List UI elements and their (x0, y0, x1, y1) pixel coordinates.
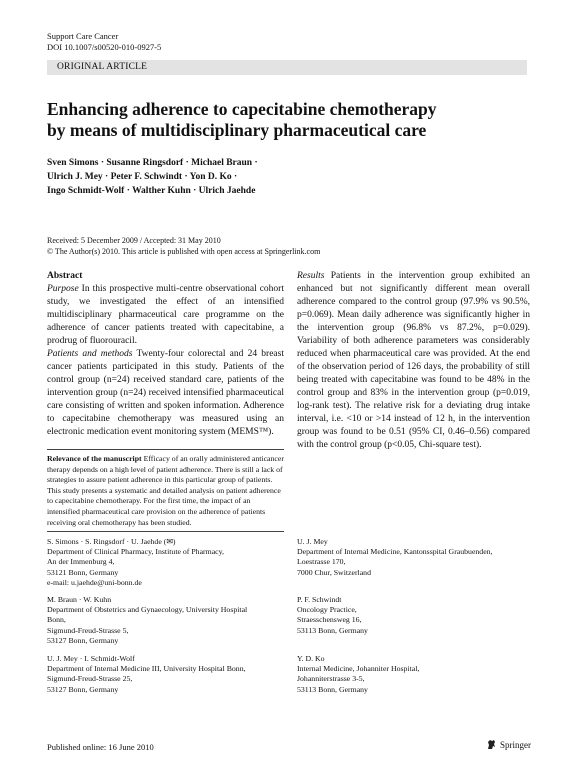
affiliation-line: Johanniterstrasse 3-5, (297, 674, 365, 684)
relevance-label: Relevance of the manuscript (47, 454, 142, 463)
relevance-text: Efficacy of an orally administered anticancer therapy depends on a high level of patient adherence. There is still a lack of strategies to assure patient adherence in this particular group of patients. This study presents a systematic and detailed analysis on patient adherence to capecitabine chemotherapy. For the first time, the impact of an intensified pharmaceutical care provision on the adherence of patients receiving oral chemotherapy has been studied. (47, 454, 284, 527)
methods-text: Twenty-four colorectal and 24 breast cancer patients participated in this study. Patients of the control group (n=24) received standard care, patients of the intervention group (n=24) received intensified pharmaceutical care consisting of written and spoken information. Adherence to capecitabine chemotherapy was measured using an electronic medication event monitoring system (MEMS™). (47, 349, 284, 437)
results-text: Patients in the intervention group exhibited an enhanced but not significantly different mean overall adherence compared to the control group (97.9% vs 90.5%, p=0.069). Mean daily adherence was significantly higher in the intervention group (96.8% vs 87.2%, p=0.029). Variability of both adherence parameters was considerably reduced when pharmaceutical care was provided. At the end of the observation period of 126 days, the probability of still being treated with capecitabine was found to be 48% in the control group and 83% in the intervention group (p=0.019, log-rank test). The relative risk for a deviating drug intake interval, i.e. <10 or >14 instead of 12 h, in the intervention group was found to be 0.51 (95% CI, 0.46–0.56) compared with the control group (p<0.05, Chi-square test). (297, 271, 530, 450)
affiliation-line: Department of Internal Medicine, Kantonsspital Graubuenden, (297, 547, 493, 557)
abstract-right-column (297, 270, 530, 452)
author-list (47, 156, 527, 198)
relevance-bottom-rule (47, 531, 284, 532)
methods-label: Patients and methods (47, 349, 133, 359)
purpose-text: In this prospective multi-centre observational cohort study, we investigated the effect of an intensified multidisciplinary pharmaceutical care programme on the adherence of cancer patients treated with capecitabine, a prodrug of fluorouracil. (47, 284, 284, 346)
affiliation-line: 7000 Chur, Switzerland (297, 567, 371, 577)
publisher-logo (486, 739, 531, 750)
results-label: Results (297, 271, 325, 281)
publisher-name: Springer (500, 739, 531, 750)
affiliation-line: Internal Medicine, Johanniter Hospital, (297, 664, 420, 674)
author-line: Ulrich J. Mey · Peter F. Schwindt · Yon D. Ko · (47, 172, 238, 182)
journal-name: Support Care Cancer (47, 31, 119, 41)
affiliation-line: Sigmund-Freud-Strasse 5, (47, 625, 129, 635)
affiliation (47, 537, 287, 588)
affiliation-line: An der Immenburg 4, (47, 557, 115, 567)
affiliation-line: 53121 Bonn, Germany (47, 567, 119, 577)
affiliation-line: 53113 Bonn, Germany (297, 625, 368, 635)
title-line-1: Enhancing adherence to capecitabine chemotherapy (47, 99, 437, 119)
abstract-heading: Abstract (47, 271, 83, 281)
affiliation-line: Department of Clinical Pharmacy, Institute of Pharmacy, (47, 547, 224, 557)
affiliation (297, 595, 537, 636)
affiliation-names: P. F. Schwindt (297, 595, 342, 604)
email-line: e-mail: u.jaehde@uni-bonn.de (47, 577, 142, 587)
article-title (47, 99, 527, 141)
relevance-box (47, 454, 284, 528)
article-dates (47, 235, 320, 257)
affiliation-line: 53127 Bonn, Germany (47, 635, 119, 645)
affiliation-line: Department of Obstetrics and Gynaecology, University Hospital (47, 605, 248, 615)
abstract-methods (47, 348, 284, 439)
affiliation-names: Y. D. Ko (297, 654, 325, 663)
article-type-bar (47, 60, 527, 75)
affiliation-line: Straesschensweg 16, (297, 615, 362, 625)
received-accepted: Received: 5 December 2009 / Accepted: 31 May 2010 (47, 236, 221, 245)
affiliation (297, 654, 537, 695)
affiliation-names: S. Simons · S. Ringsdorf · U. Jaehde (✉) (47, 537, 176, 546)
affiliation-line: Oncology Practice, (297, 605, 357, 615)
relevance-top-rule (47, 449, 284, 450)
affiliation-names: U. J. Mey · I. Schmidt-Wolf (47, 654, 135, 663)
author-line: Sven Simons · Susanne Ringsdorf · Michael Braun · (47, 158, 258, 168)
title-line-2: by means of multidisciplinary pharmaceutical care (47, 120, 427, 140)
journal-header (47, 31, 161, 53)
springer-horse-icon (486, 739, 497, 750)
copyright-line: © The Author(s) 2010. This article is published with open access at Springerlink.com (47, 247, 321, 256)
affiliation-line: Loestrasse 170, (297, 557, 346, 567)
affiliation-names: U. J. Mey (297, 537, 328, 546)
affiliation-names: M. Braun · W. Kuhn (47, 595, 112, 604)
affiliation-line: 53113 Bonn, Germany (297, 684, 368, 694)
author-line: Ingo Schmidt-Wolf · Walther Kuhn · Ulrich Jaehde (47, 186, 256, 196)
purpose-label: Purpose (47, 284, 79, 294)
affiliation-line: 53127 Bonn, Germany (47, 684, 119, 694)
affiliation-line: Department of Internal Medicine III, University Hospital Bonn, (47, 664, 246, 674)
affiliation-line: Bonn, (47, 615, 66, 625)
affiliation (47, 654, 287, 695)
journal-doi: DOI 10.1007/s00520-010-0927-5 (47, 42, 162, 52)
abstract-purpose (47, 283, 284, 348)
published-online: Published online: 16 June 2010 (47, 742, 154, 752)
affiliation (47, 595, 287, 646)
affiliation-line: Sigmund-Freud-Strasse 25, (47, 674, 133, 684)
abstract-results (297, 270, 530, 452)
abstract-left-column (47, 270, 284, 439)
affiliation (297, 537, 537, 578)
article-type: ORIGINAL ARTICLE (57, 62, 148, 72)
